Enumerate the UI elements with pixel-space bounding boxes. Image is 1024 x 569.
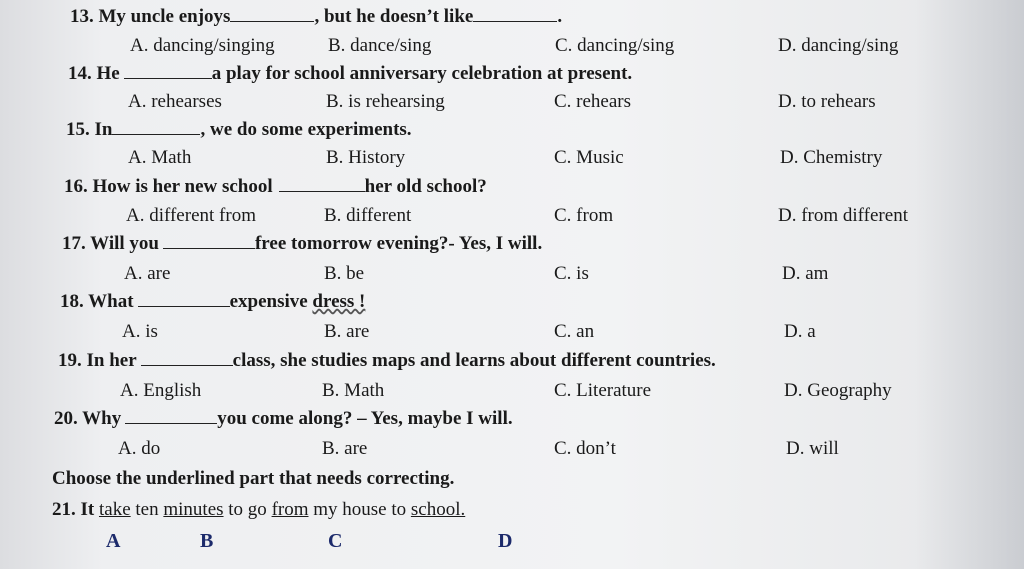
answer-blank[interactable]	[124, 61, 212, 79]
options-14	[0, 88, 1024, 116]
underlined-part-d[interactable]: school.	[410, 499, 466, 520]
option-c[interactable]: C. don’t	[554, 438, 616, 459]
question-stem: expensive	[229, 291, 313, 312]
question-stem: her old school?	[364, 176, 487, 197]
answer-blank[interactable]	[163, 231, 255, 249]
answer-blank[interactable]	[112, 117, 200, 135]
question-text	[70, 3, 562, 31]
option-a[interactable]: A. are	[124, 263, 171, 284]
question-16	[0, 173, 1024, 201]
question-number: 18. What	[60, 291, 134, 312]
options-15	[0, 144, 1024, 172]
question-stem: , we do some experiments.	[200, 119, 412, 140]
answer-blank[interactable]	[141, 348, 233, 366]
question-21	[0, 496, 1024, 524]
option-b[interactable]: B. are	[322, 438, 368, 459]
question-18	[0, 288, 1024, 316]
option-b[interactable]: B. History	[326, 147, 406, 168]
option-d[interactable]: D. to rehears	[778, 91, 876, 112]
option-b[interactable]: B. dance/sing	[328, 35, 432, 56]
answer-blank[interactable]	[125, 406, 217, 424]
underlined-part-c[interactable]: from	[271, 499, 309, 520]
option-b[interactable]: B. different	[324, 205, 412, 226]
option-a[interactable]: A. different from	[126, 205, 256, 226]
part-label-d: D	[498, 530, 513, 552]
question-13	[0, 3, 1024, 31]
option-b[interactable]: B. is rehearsing	[326, 91, 445, 112]
option-c[interactable]: C. from	[554, 205, 614, 226]
option-b[interactable]: B. Math	[322, 380, 385, 401]
question-number: 14. He	[68, 63, 120, 84]
question-text	[62, 230, 542, 258]
question-stem-underlined: dress !	[312, 291, 366, 312]
answer-blank[interactable]	[279, 174, 365, 192]
options-19	[0, 377, 1024, 405]
question-text	[68, 60, 632, 88]
options-20	[0, 435, 1024, 463]
question-stem: free tomorrow evening?- Yes, I will.	[254, 233, 543, 254]
option-a[interactable]: A. Math	[128, 147, 192, 168]
question-stem: to go	[228, 499, 267, 520]
question-text	[60, 288, 365, 316]
option-d[interactable]: D. a	[784, 321, 816, 342]
question-stem: , but he doesn’t like	[314, 6, 474, 27]
question-text	[66, 116, 412, 144]
underlined-part-a[interactable]: take	[98, 499, 131, 520]
question-15	[0, 116, 1024, 144]
option-c[interactable]: C. is	[554, 263, 589, 284]
option-c[interactable]: C. Literature	[554, 380, 652, 401]
option-a[interactable]: A. is	[122, 321, 158, 342]
section-heading: Choose the underlined part that needs correcting.	[52, 468, 455, 489]
options-16	[0, 202, 1024, 230]
question-number: 15. In	[66, 119, 113, 140]
options-13	[0, 32, 1024, 60]
question-stem: my house to	[313, 499, 407, 520]
question-text	[52, 496, 465, 524]
part-label-b: B	[200, 530, 214, 552]
underlined-part-b[interactable]: minutes	[163, 499, 224, 520]
option-a[interactable]: A. English	[120, 380, 202, 401]
question-19	[0, 347, 1024, 375]
question-number: 20. Why	[54, 408, 122, 429]
option-a[interactable]: A. dancing/singing	[130, 35, 275, 56]
answer-blank[interactable]	[230, 4, 314, 22]
question-14	[0, 60, 1024, 88]
question-17	[0, 230, 1024, 258]
question-stem: class, she studies maps and learns about different countries.	[232, 350, 716, 371]
question-text	[54, 405, 513, 433]
option-b[interactable]: B. are	[324, 321, 370, 342]
question-number: 13. My uncle enjoys	[70, 6, 231, 27]
question-stem: ten	[135, 499, 159, 520]
option-d[interactable]: D. from different	[778, 205, 908, 226]
option-d[interactable]: D. am	[782, 263, 829, 284]
option-d[interactable]: D. Geography	[784, 380, 892, 401]
option-a[interactable]: A. rehearses	[128, 91, 222, 112]
question-stem: you come along? – Yes, maybe I will.	[217, 408, 513, 429]
question-20	[0, 405, 1024, 433]
question-number: 19. In her	[58, 350, 137, 371]
option-c[interactable]: C. Music	[554, 147, 624, 168]
option-a[interactable]: A. do	[118, 438, 161, 459]
part-label-a: A	[106, 530, 121, 552]
option-c[interactable]: C. an	[554, 321, 595, 342]
option-b[interactable]: B. be	[324, 263, 365, 284]
question-number: 21. It	[52, 499, 95, 520]
answer-blank[interactable]	[138, 289, 230, 307]
section-heading-row	[0, 465, 1024, 493]
option-c[interactable]: C. dancing/sing	[555, 35, 675, 56]
question-stem: .	[557, 6, 563, 27]
question-text	[58, 347, 716, 375]
answer-blank[interactable]	[473, 4, 557, 22]
question-number: 17. Will you	[62, 233, 159, 254]
option-d[interactable]: D. Chemistry	[780, 147, 883, 168]
options-17	[0, 260, 1024, 288]
option-d[interactable]: D. dancing/sing	[778, 35, 899, 56]
option-d[interactable]: D. will	[786, 438, 839, 459]
question-number: 16. How is her new school	[64, 176, 273, 197]
options-18	[0, 318, 1024, 346]
option-c[interactable]: C. rehears	[554, 91, 632, 112]
question-text	[64, 173, 487, 201]
part-label-c: C	[328, 530, 343, 552]
question-stem: a play for school anniversary celebration at present.	[211, 63, 633, 84]
